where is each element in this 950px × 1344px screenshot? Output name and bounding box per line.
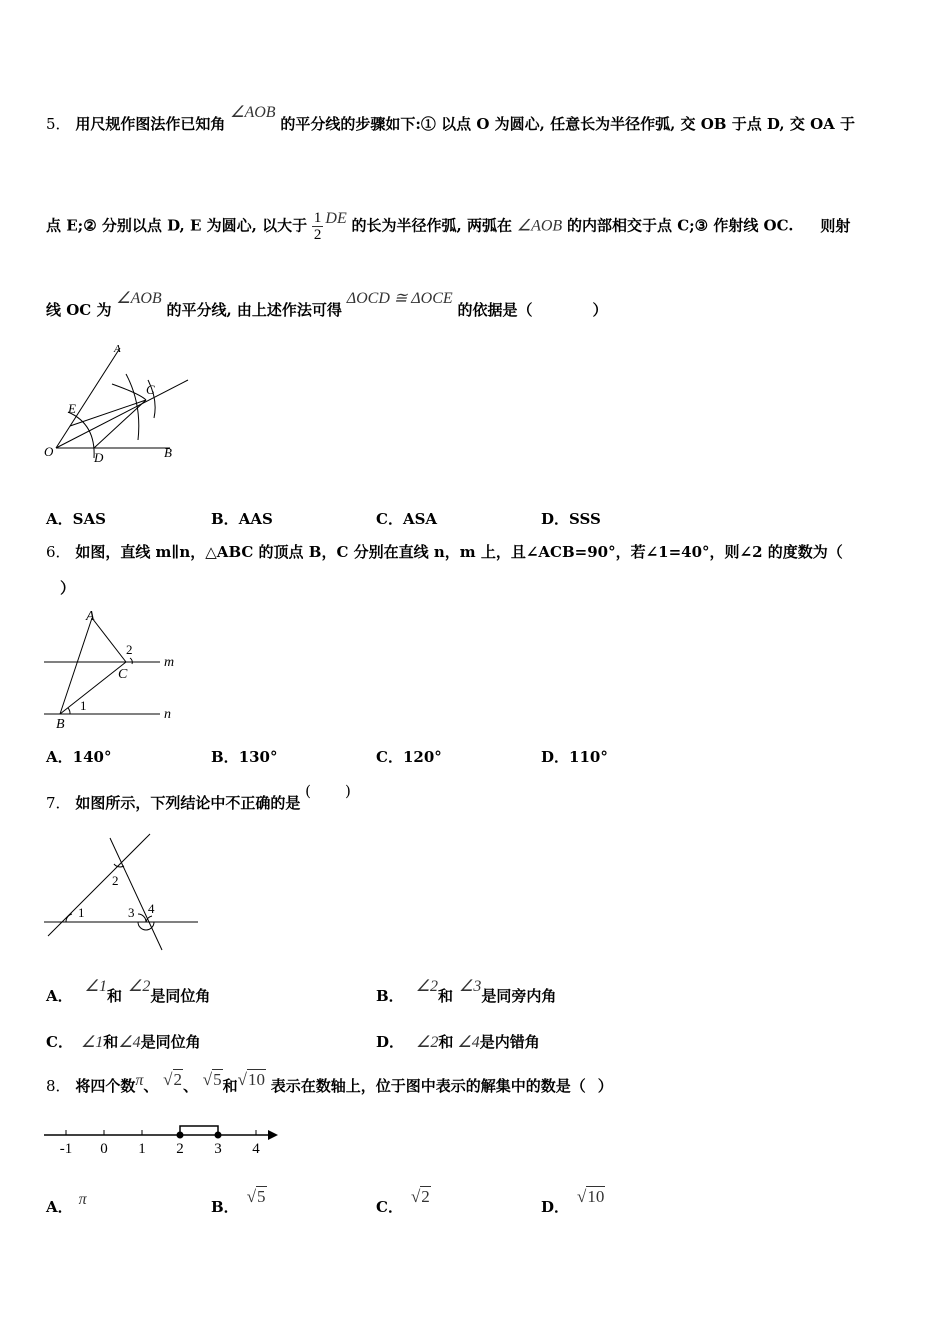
q5-line2: 点 E;② 分别以点 D, E 为圆心, 以大于 $\frac{1}{2}$ DE 的长为半径作弧, 两弧在 ∠AOB 的内部相交于点 C;③ 作射线 OC. 则射 (46, 209, 851, 243)
fig-label-c: C (118, 667, 128, 682)
angle-aob: ∠AOB (116, 290, 162, 307)
q8-option-d[interactable]: D．√10 (541, 1187, 605, 1216)
q7-line1: 7． 如图所示，下列结论中不正确的是 ( ) (46, 782, 351, 812)
q5-line1: 5． 用尺规作图法作已知角 ∠AOB 的平分线的步骤如下:① 以点 O 为圆心, 任意长为半径作弧, 交 OB 于点 D, 交 OA 于 (46, 104, 855, 133)
fig-label-1: 1 (80, 698, 87, 713)
q6-line2: ） (60, 579, 76, 597)
number-line-arrow (268, 1130, 278, 1140)
solution-interval-bracket (180, 1126, 218, 1135)
fig-label-m: m (164, 655, 175, 670)
fig-label-e: E (68, 401, 76, 416)
q7-number: 7 (46, 794, 56, 812)
fraction-one-half: $\frac{1}{2}$ (313, 210, 322, 243)
fig-label-c: C (146, 382, 155, 397)
q5-option-d[interactable]: D．SSS (541, 510, 601, 528)
angle-aob: ∠AOB (230, 104, 276, 121)
q5-option-c[interactable]: C．ASA (376, 510, 438, 528)
q8-number-line (40, 1112, 290, 1162)
q8-option-a[interactable]: A． π (46, 1191, 87, 1216)
congruence-expression: ΔOCD ≅ ΔOCE (346, 290, 453, 307)
fig-label-a: A (114, 343, 121, 355)
q6-parallel-lines-figure (40, 602, 190, 732)
q5-construction-figure (40, 340, 200, 470)
fig-label-4: 4 (148, 901, 155, 916)
fig-label-b: B (164, 445, 172, 460)
q6-line1: 6． 如图，直线 m∥n，△ABC 的顶点 B，C 分别在直线 n，m 上，且∠ACB=90°，若∠1=40°，则∠2 的度数为（ (46, 543, 843, 561)
q8-option-c[interactable]: C．√2 (376, 1187, 430, 1216)
q7-option-c[interactable]: C． ∠1和∠4是同位角 (46, 1033, 201, 1051)
fig-label-3: 3 (128, 905, 135, 920)
q7-option-b[interactable]: B．∠2和∠3是同旁内角 (376, 978, 557, 1005)
number-line-tick-label: 0 (100, 1141, 108, 1157)
sqrt-10: √10 (237, 1070, 265, 1089)
q8-line1: 8． 将四个数π、 √2、 √5和√10 表示在数轴上，位于图中表示的解集中的数是（ ） (46, 1070, 613, 1095)
q6-option-c[interactable]: C．120° (376, 748, 442, 766)
q6-option-a[interactable]: A．140° (46, 748, 112, 766)
number-line-tick-label: 2 (176, 1141, 184, 1157)
sqrt-2: √2 (163, 1070, 182, 1089)
q6-number: 6 (46, 543, 56, 561)
fig-label-n: n (164, 707, 171, 722)
sqrt-5: √5 (202, 1070, 222, 1089)
q5-line3: 线 OC 为 ∠AOB 的平分线, 由上述作法可得 ΔOCD ≅ ΔOCE 的依据是（ ） (46, 290, 608, 319)
fig-label-2: 2 (112, 873, 119, 888)
q8-number: 8 (46, 1077, 56, 1095)
q5-option-b[interactable]: B．AAS (211, 510, 273, 528)
q8-option-b[interactable]: B．√5 (211, 1187, 266, 1216)
solution-endpoint-dot (177, 1132, 184, 1139)
q7-transversal-figure (40, 830, 210, 960)
number-line-tick-label: 4 (252, 1141, 260, 1157)
q7-option-a[interactable]: A．∠1和∠2是同位角 (46, 978, 211, 1005)
fig-label-1: 1 (78, 905, 85, 920)
solution-endpoint-dot (215, 1132, 222, 1139)
q5-option-a[interactable]: A．SAS (46, 510, 106, 528)
q5-number: 5 (46, 115, 56, 133)
fig-label-o: O (44, 444, 54, 459)
number-line-tick-label: 1 (138, 1141, 146, 1157)
q6-option-b[interactable]: B．130° (211, 748, 278, 766)
number-line-tick-label: -1 (59, 1141, 73, 1157)
fig-label-b: B (56, 717, 65, 732)
fig-label-a: A (86, 609, 95, 624)
fig-label-2: 2 (126, 642, 133, 657)
angle-aob: ∠AOB (516, 217, 563, 235)
fig-label-d: D (94, 450, 104, 465)
q6-option-d[interactable]: D．110° (541, 748, 608, 766)
number-line-tick-label: 3 (214, 1141, 222, 1157)
q7-option-d[interactable]: D． ∠2和 ∠4是内错角 (376, 1033, 540, 1051)
pi-symbol: π (135, 1072, 144, 1089)
